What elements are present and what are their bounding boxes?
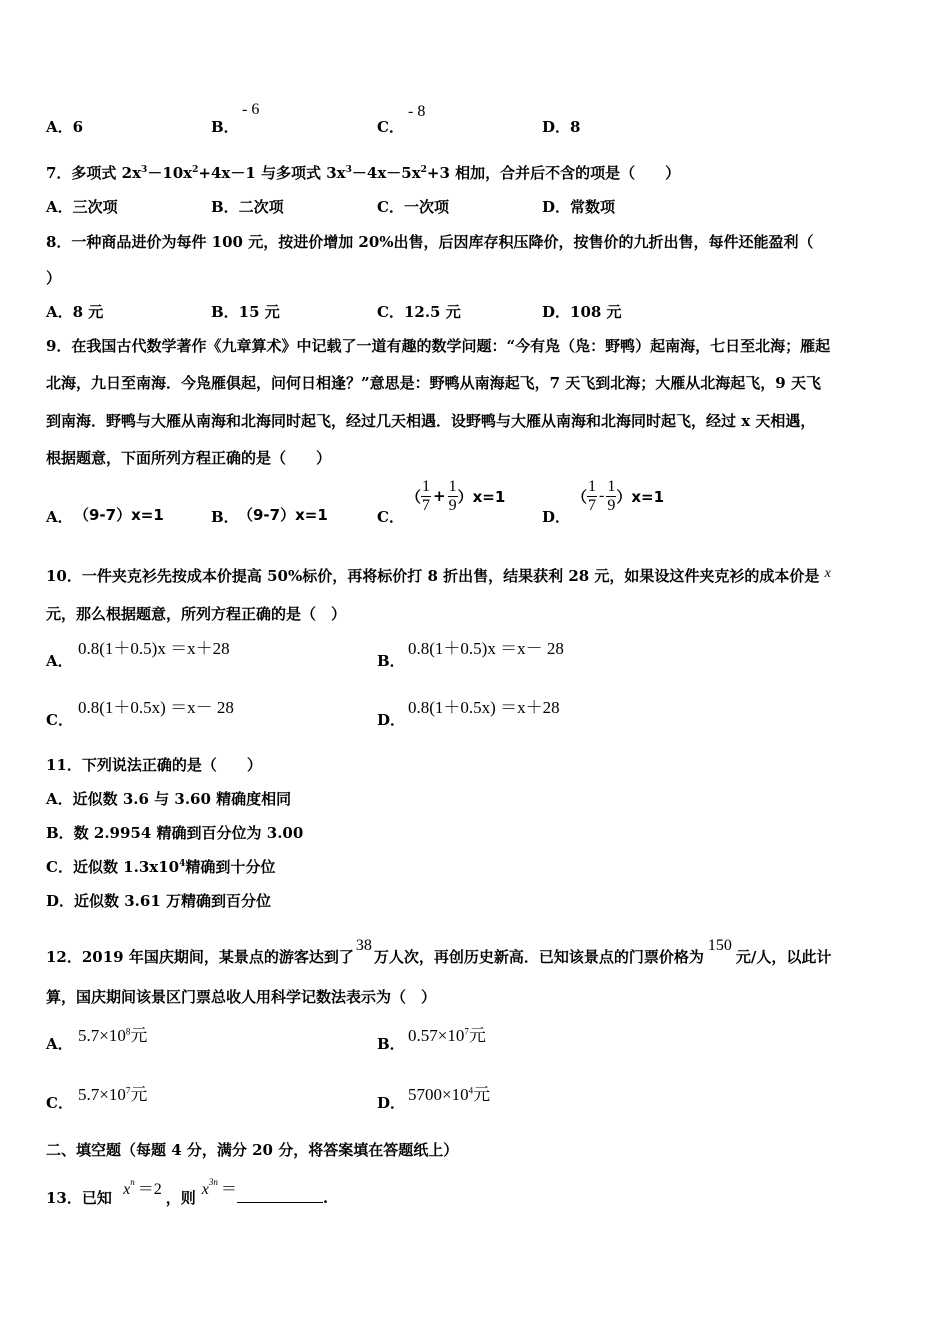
q9-option-b-label: B． <box>211 508 239 526</box>
q9-option-c-label: C． <box>377 508 404 526</box>
q11-option-a: A．近似数 3.6 与 3.60 精确度相同 <box>46 790 292 808</box>
q7-stem: 7．多项式 $2x^3-10x^2+4x-1$ 与多项式 $3x^3-4x-5x^2+3$ 相加，合并后不含的项是（ ） <box>46 164 681 182</box>
q8-stem-line2: ） <box>46 269 62 287</box>
q12-option-a-label: A． <box>46 1035 73 1053</box>
q7-option-b: B．二次项 <box>211 198 284 216</box>
q6-option-d: D．8 <box>542 118 581 136</box>
q9-c-frac-1-9: $\frac{1}{9}$ <box>448 478 457 514</box>
q12-option-b-label: B． <box>377 1035 405 1053</box>
q12-option-d-value: $5700\times 10^4$元 <box>408 1085 491 1104</box>
q13-exp-3n: 3n <box>208 1177 218 1187</box>
q9-c-plus: + <box>433 487 446 506</box>
q10-option-c-label: C． <box>46 711 73 729</box>
q12-option-d-label: D． <box>377 1094 406 1112</box>
q10-option-a-label: A． <box>46 652 73 670</box>
q9-stem-line1: 9．在我国古代数学著作《九章算术》中记载了一道有趣的数学问题：“今有凫（凫：野鸭）起南海，七日至北海；雁起 <box>46 337 831 355</box>
q9-c-lparen: （ <box>406 487 422 506</box>
q9-stem-line2: 北海，九日至南海．今凫雁俱起，问何日相逢？”意思是：野鸭从南海起飞，7 天飞到北海；大雁从北海起飞，9 天飞 <box>46 374 821 392</box>
q8-stem-line1: 8．一种商品进价为每件 100 元，按进价增加 20%出售，后因库存积压降价，按售价的九折出售，每件还能盈利（ <box>46 233 814 251</box>
q13-x2: x <box>201 1181 209 1198</box>
q9-stem-line3: 到南海．野鸭与大雁从南海和北海同时起飞，经过几天相遇．设野鸭与大雁从南海和北海同时起飞，经过 x 天相遇， <box>46 412 816 430</box>
q13-x1: x <box>123 1181 131 1198</box>
q12-option-b-value: $0.57\times 10^7$元 <box>408 1026 486 1045</box>
q12-stem-line1: 12．2019 年国庆期间，某景点的游客达到了38万人次，再创历史新高．已知该景点的门票价格为150元/人，以此计 <box>46 937 832 966</box>
q9-c-tail: ）x=1 <box>457 487 506 506</box>
q6-option-a: A．6 <box>46 118 84 136</box>
q12-option-c-value: $5.7\times 10^7$元 <box>78 1085 148 1104</box>
q9-option-a-value: （9-7）x=1 <box>74 506 164 524</box>
q10-option-d-value: 0.8(1＋0.5x) ＝x＋28 <box>408 698 560 717</box>
section-2-title: 二、填空题（每题 4 分，满分 20 分，将答案填在答题纸上） <box>46 1141 459 1159</box>
q11-option-c: C．近似数 $1.3x10^4$精确到十分位 <box>46 858 276 876</box>
q13-exp-n: n <box>130 1177 135 1187</box>
q12-visitors: 38 <box>355 937 372 954</box>
q8-option-d: D．108 元 <box>542 303 622 321</box>
q10-stem-line2: 元，那么根据题意，所列方程正确的是（ ） <box>46 605 347 623</box>
q11-option-b: B．数 2.9954 精确到百分位为 3.00 <box>46 824 304 842</box>
q6-option-c-value: - 8 <box>408 103 426 120</box>
q12-stem-line2: 算，国庆期间该景区门票总收人用科学记数法表示为（ ） <box>46 988 437 1006</box>
q9-option-d-label: D． <box>542 508 571 526</box>
q10-option-b-label: B． <box>377 652 405 670</box>
q9-option-d-expression <box>572 478 664 514</box>
q7-option-c: C．一次项 <box>377 198 449 216</box>
q10-var-x: x <box>824 566 831 581</box>
q6-option-b-value: - 6 <box>242 101 260 118</box>
q9-d-tail: ）x=1 <box>616 487 665 506</box>
q12-price: 150 <box>707 937 732 954</box>
q10-option-a-value: 0.8(1＋0.5)x ＝x＋28 <box>78 639 230 658</box>
q9-d-frac-1-7: $\frac{1}{7}$ <box>588 478 597 514</box>
q13-eq1: ＝2 <box>137 1181 162 1198</box>
q9-c-frac-1-7: $\frac{1}{7}$ <box>422 478 431 514</box>
q8-option-a: A．8 元 <box>46 303 104 321</box>
q9-d-frac-1-9: $\frac{1}{9}$ <box>607 478 616 514</box>
q6-option-c-label: C． <box>377 118 404 136</box>
q12-option-c-label: C． <box>46 1094 73 1112</box>
q9-stem-line4: 根据题意，下面所列方程正确的是（ ） <box>46 449 332 467</box>
q9-d-lparen: （ <box>572 487 588 506</box>
q13-answer-blank[interactable] <box>237 1202 323 1203</box>
q13-stem: 13．已知 $x^n =2$ ，则 $x^{3n}$ ＝ . <box>46 1177 329 1207</box>
q9-d-minus: - <box>599 487 605 505</box>
q13-eq2: ＝ <box>220 1181 237 1198</box>
q11-option-d: D．近似数 3.61 万精确到百分位 <box>46 892 271 910</box>
q12-option-a-value: $5.7\times 10^8$元 <box>78 1026 148 1045</box>
q9-option-b-value: （9-7）x=1 <box>238 506 328 524</box>
q10-stem-line1: 10．一件夹克衫先按成本价提高 50%标价，再将标价打 8 折出售，结果获利 28 元，如果设这件夹克衫的成本价是 x <box>46 566 831 585</box>
q8-option-c: C．12.5 元 <box>377 303 461 321</box>
q10-option-c-value: 0.8(1＋0.5x) ＝x－ 28 <box>78 698 234 717</box>
q9-option-a-label: A． <box>46 508 73 526</box>
q10-option-b-value: 0.8(1＋0.5)x ＝x－ 28 <box>408 639 564 658</box>
q6-option-b-label: B． <box>211 118 239 136</box>
q9-option-c-expression <box>406 478 505 514</box>
q8-option-b: B．15 元 <box>211 303 280 321</box>
q11-stem: 11．下列说法正确的是（ ） <box>46 756 262 774</box>
q10-option-d-label: D． <box>377 711 406 729</box>
q7-option-a: A．三次项 <box>46 198 118 216</box>
q7-option-d: D．常数项 <box>542 198 616 216</box>
